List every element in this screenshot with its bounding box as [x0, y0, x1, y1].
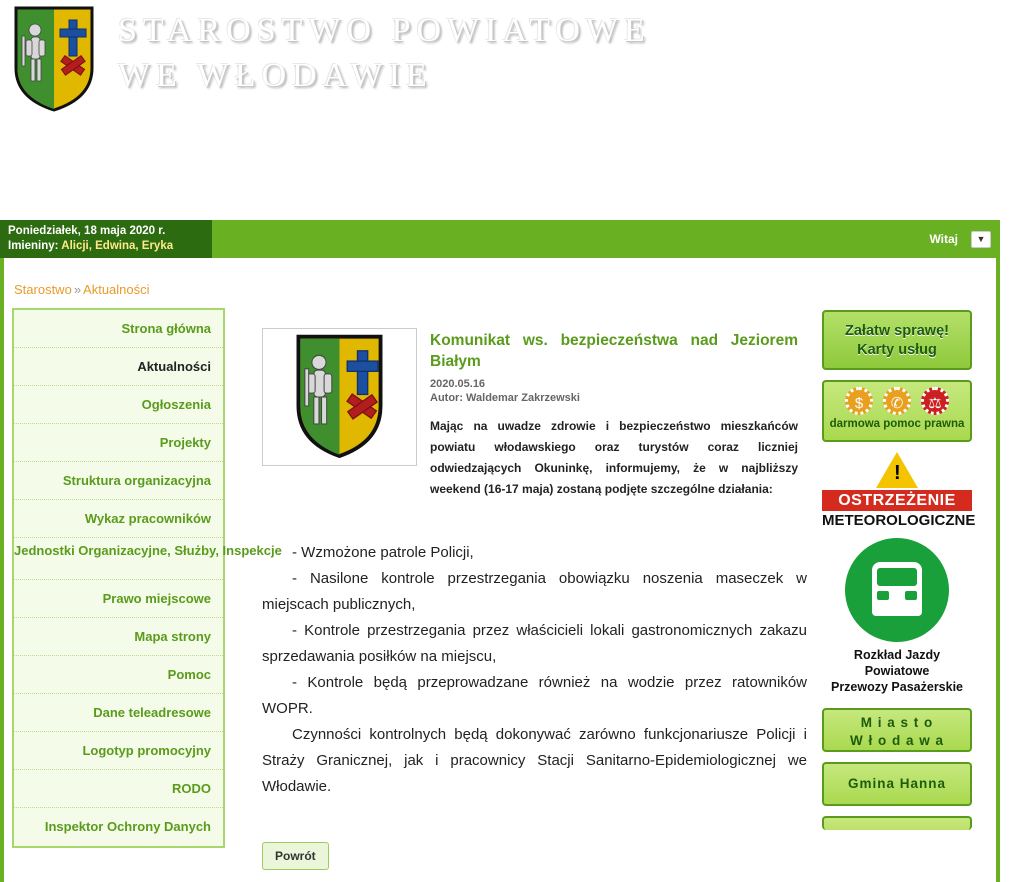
article-paragraph: - Nasilone kontrole przestrzegania obowiązku noszenia maseczek w miejscach publicznych, — [262, 570, 807, 613]
sidebar-menu — [12, 308, 282, 848]
top-green-bar — [0, 220, 1000, 258]
article-thumbnail-coat-of-arms — [263, 329, 416, 465]
sidebar-item-dane-teleadresowe[interactable]: Dane teleadresowe — [14, 694, 223, 732]
dollar-icon: $ — [845, 387, 873, 415]
banner-miasto-line1: M i a s t o — [860, 715, 934, 730]
banner-rozklad-line2: Powiatowe — [864, 664, 930, 678]
banner-pomoc-icons — [824, 387, 970, 415]
banner-column — [822, 310, 974, 840]
nameday-value: Alicji, Edwina, Eryka — [61, 240, 174, 252]
sidebar-item-aktualnosci[interactable]: Aktualności — [14, 348, 223, 386]
coat-of-arms-icon — [14, 6, 94, 112]
banner-rozklad-line3: Przewozy Pasażerskie — [830, 680, 964, 694]
article-lead: Mając na uwadze zdrowie i bezpieczeństwo mieszkańców powiatu włodawskiego oraz turystów coraz liczniej odwiedzających Okuninkę, informujemy, że w najbliższy weekend (16-17 maja) zostaną podjęte szczególne działania: — [430, 419, 798, 496]
banner-miasto-wlodawa[interactable] — [822, 708, 972, 752]
gavel-icon: ⚖ — [921, 387, 949, 415]
sidebar-item-logotyp-promocyjny[interactable]: Logotyp promocyjny — [14, 732, 223, 770]
banner-zalatw-sprawe[interactable] — [822, 310, 972, 370]
article-date: 2020.05.16 — [430, 378, 486, 390]
banner-ostrzezenie-meteo[interactable] — [822, 452, 976, 529]
page-title — [118, 8, 918, 98]
banner-miasto-line2: W ł o d a w a — [849, 733, 944, 748]
bus-icon — [845, 538, 949, 642]
sidebar-item-mapa-strony[interactable]: Mapa strony — [14, 618, 223, 656]
article-body — [262, 540, 807, 800]
article-paragraph: - Kontrole będą przeprowadzane również na wodzie przez ratowników WOPR. — [262, 674, 807, 717]
sidebar-item-prawo-miejscowe[interactable]: Prawo miejscowe — [14, 580, 223, 618]
sidebar-item-jednostki-organizacyjne[interactable]: Jednostki Organizacyjne, Służby, Inspekcje — [14, 538, 223, 580]
banner-gmina-hanna[interactable]: Gmina Hanna — [822, 762, 972, 806]
article-thumbnail[interactable] — [262, 328, 417, 466]
article-author: Autor: Waldemar Zakrzewski — [430, 392, 580, 404]
article-paragraph: - Kontrole przestrzegania przez właścicieli lokali gastronomicznych zakazu sprzedawania posiłków na miejscu, — [262, 622, 807, 665]
banner-ostrzezenie-line2: METEOROLOGICZNE — [822, 512, 976, 529]
breadcrumb — [14, 282, 150, 297]
sidebar-item-struktura-organizacyjna[interactable]: Struktura organizacyjna — [14, 462, 223, 500]
banner-next-partial[interactable] — [822, 816, 972, 830]
banner-zalatw-line2: Karty usług — [857, 342, 937, 358]
sidebar-item-projekty[interactable]: Projekty — [14, 424, 223, 462]
greeting-label: Witaj — [929, 232, 958, 246]
sidebar-item-rodo[interactable]: RODO — [14, 770, 223, 808]
banner-ostrzezenie-line1: OSTRZEŻENIE — [822, 490, 972, 511]
breadcrumb-root[interactable]: Starostwo — [14, 282, 72, 297]
article-paragraph: - Wzmożone patrole Policji, — [292, 544, 474, 561]
chevron-down-icon[interactable]: ▼ — [971, 231, 991, 248]
nameday-label: Imieniny: — [8, 240, 59, 252]
banner-pomoc-caption: darmowa pomoc prawna — [829, 418, 965, 430]
breadcrumb-current[interactable]: Aktualności — [83, 282, 150, 297]
page-title-line2: WE WŁODAWIE — [118, 57, 433, 94]
banner-zalatw-line1: Załatw sprawę! — [845, 323, 949, 339]
date-box — [0, 220, 212, 258]
sidebar-item-inspektor-ochrony-danych[interactable]: Inspektor Ochrony Danych — [44, 819, 211, 834]
warning-triangle-icon — [876, 452, 918, 488]
phone-icon: ✆ — [883, 387, 911, 415]
breadcrumb-separator: » — [73, 282, 82, 297]
article-header — [430, 330, 798, 500]
page-title-line1: STAROSTWO POWIATOWE — [118, 12, 651, 49]
article-paragraph: Czynności kontrolnych będą dokonywać zarówno funkcjonariusze Policji i Straży Granicznej, jak i pracownicy Stacji Sanitarno-Epidemiologicznej we Włodawie. — [262, 726, 807, 795]
sidebar-item-ogloszenia[interactable]: Ogłoszenia — [14, 386, 223, 424]
sidebar-item-strona-glowna[interactable]: Strona główna — [14, 310, 223, 348]
banner-pomoc-prawna[interactable] — [822, 380, 972, 442]
site-header — [0, 0, 1011, 200]
banner-rozklad-line1: Rozkład Jazdy — [853, 648, 941, 662]
back-button[interactable]: Powrót — [262, 842, 329, 870]
weekday-label: Poniedziałek — [8, 225, 78, 237]
article-title[interactable]: Komunikat ws. bezpieczeństwa nad Jeziorem Białym — [430, 332, 798, 370]
sidebar-item-wykaz-pracownikow[interactable]: Wykaz pracowników — [14, 500, 223, 538]
date-label: , 18 maja 2020 r. — [77, 225, 166, 237]
banner-rozklad-jazdy[interactable] — [822, 538, 972, 698]
sidebar-item-pomoc[interactable]: Pomoc — [14, 656, 223, 694]
